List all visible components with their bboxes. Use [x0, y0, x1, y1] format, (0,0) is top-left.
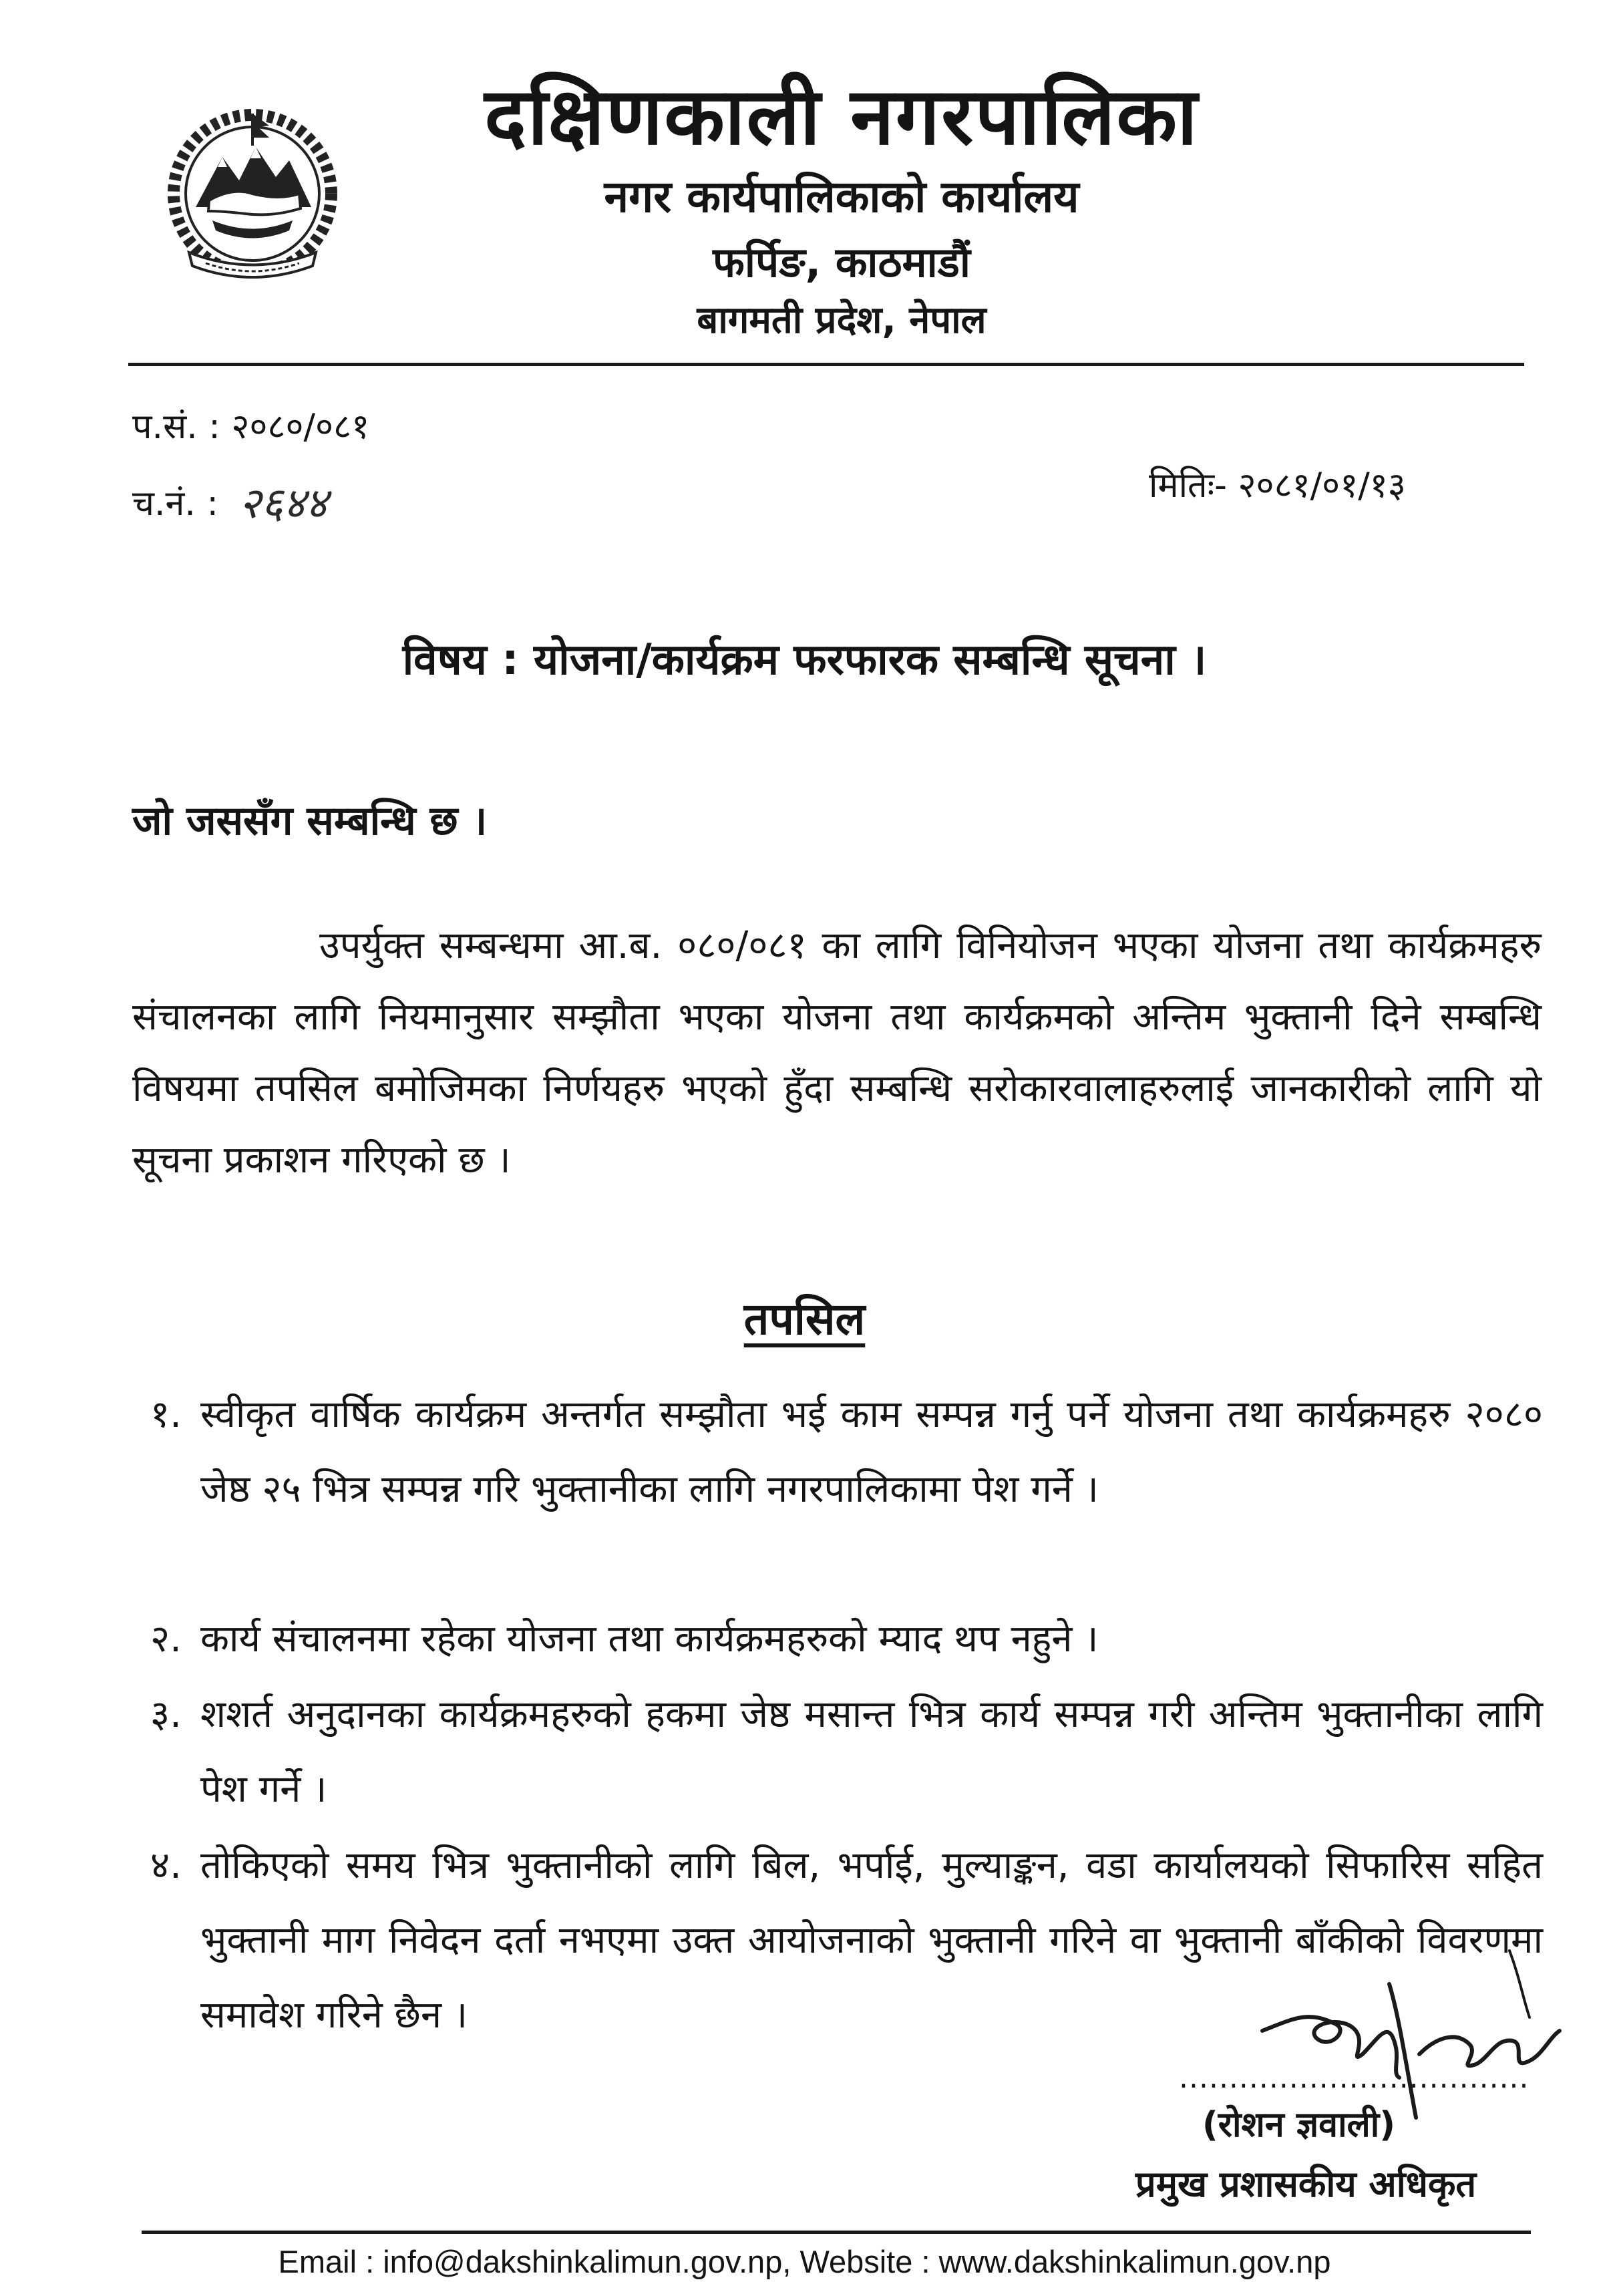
date-value: २०८१/०१/१३: [1238, 466, 1406, 506]
issue-date: [1149, 465, 1406, 506]
list-item-number: १.: [150, 1393, 182, 1436]
list-item-text: स्वीकृत वार्षिक कार्यक्रम अन्तर्गत सम्झौता भई काम सम्पन्न गर्नु पर्ने योजना तथा कार्यक्रमहरु २०८० जेष्ठ २५ भित्र सम्पन्न गरि भुक्तानीका लागि नगरपालिकामा पेश गर्ने ।: [200, 1393, 1543, 1511]
list-item: [150, 1677, 1543, 1827]
dispatch-label: च.नं. :: [132, 484, 218, 524]
list-item: [150, 1602, 1543, 1677]
signatory-name: (रोशन ज्ञवाली): [1202, 2105, 1396, 2145]
list-item-text: शशर्त अनुदानका कार्यक्रमहरुको हकमा जेष्ठ मसान्त भित्र कार्य सम्पन्न गरी अन्तिम भुक्तानीका लागि पेश गर्ने ।: [200, 1693, 1543, 1811]
footer-contact: Email : info@dakshinkalimun.gov.np, Website : www.dakshinkalimun.gov.np: [278, 2244, 1331, 2279]
dispatch-value-handwritten: २६४४: [238, 479, 328, 528]
dispatch-number: [132, 476, 328, 527]
organization-name: दक्षिणकाली नगरपालिका: [484, 70, 1199, 162]
office-location: फर्पिङ, काठमाडौं: [713, 238, 970, 287]
signatory-title: प्रमुख प्रशासकीय अधिकृत: [1135, 2163, 1477, 2205]
reference-number: [132, 406, 369, 448]
details-heading-text: तपसिल: [743, 1293, 866, 1345]
nepal-government-emblem-icon: [152, 94, 353, 287]
body-paragraph: उपर्युक्त सम्बन्धमा आ.ब. ०८०/०८१ का लागि विनियोजन भएका योजना तथा कार्यक्रमहरु संचालनका लागि नियमानुसार सम्झौता भएका योजना तथा कार्यक्रमको अन्तिम भुक्तानी दिने सम्बन्धि विषयमा तपसिल बमोजिमका निर्णयहरु भएको हुँदा सम्बन्धि सरोकारवालाहरुलाई जानकारीको लागि यो सूचना प्रकाशन गरिएको छ ।: [132, 924, 1542, 1182]
reference-label: प.सं. :: [132, 407, 220, 447]
header-divider: [128, 363, 1524, 366]
footer-divider: [142, 2231, 1531, 2234]
list-item-number: २.: [150, 1617, 182, 1661]
office-province: बागमती प्रदेश, नेपाल: [697, 299, 987, 342]
list-item: [150, 1377, 1543, 1527]
handwritten-signature: [1256, 1937, 1563, 2124]
list-item-number: ३.: [150, 1693, 182, 1736]
list-item-text: कार्य संचालनमा रहेका योजना तथा कार्यक्रमहरुको म्याद थप नहुने ।: [200, 1617, 1099, 1661]
notice-subject: विषय : योजना/कार्यक्रम फरफारक सम्बन्धि सूचना ।: [402, 635, 1207, 685]
salutation: जो जससँग सम्बन्धि छ ।: [132, 798, 488, 844]
signature-line: ...................................: [1179, 2061, 1530, 2095]
date-label: मितिः-: [1149, 466, 1227, 506]
office-name: नगर कार्यपालिकाको कार्यालय: [604, 171, 1079, 222]
list-item-text: तोकिएको समय भित्र भुक्तानीको लागि बिल, भर्पाई, मुल्याङ्कन, वडा कार्यालयको सिफारिस सहित भुक्तानी माग निवेदन दर्ता नभएमा उक्त आयोजनाको भुक्तानी गरिने वा भुक्तानी बाँकीको विवरणमा समावेश गरिने छैन ।: [200, 1844, 1543, 2037]
reference-value: २०८०/०८१: [231, 407, 370, 447]
details-heading: [0, 1293, 1609, 1345]
list-item-number: ४.: [150, 1844, 182, 1887]
